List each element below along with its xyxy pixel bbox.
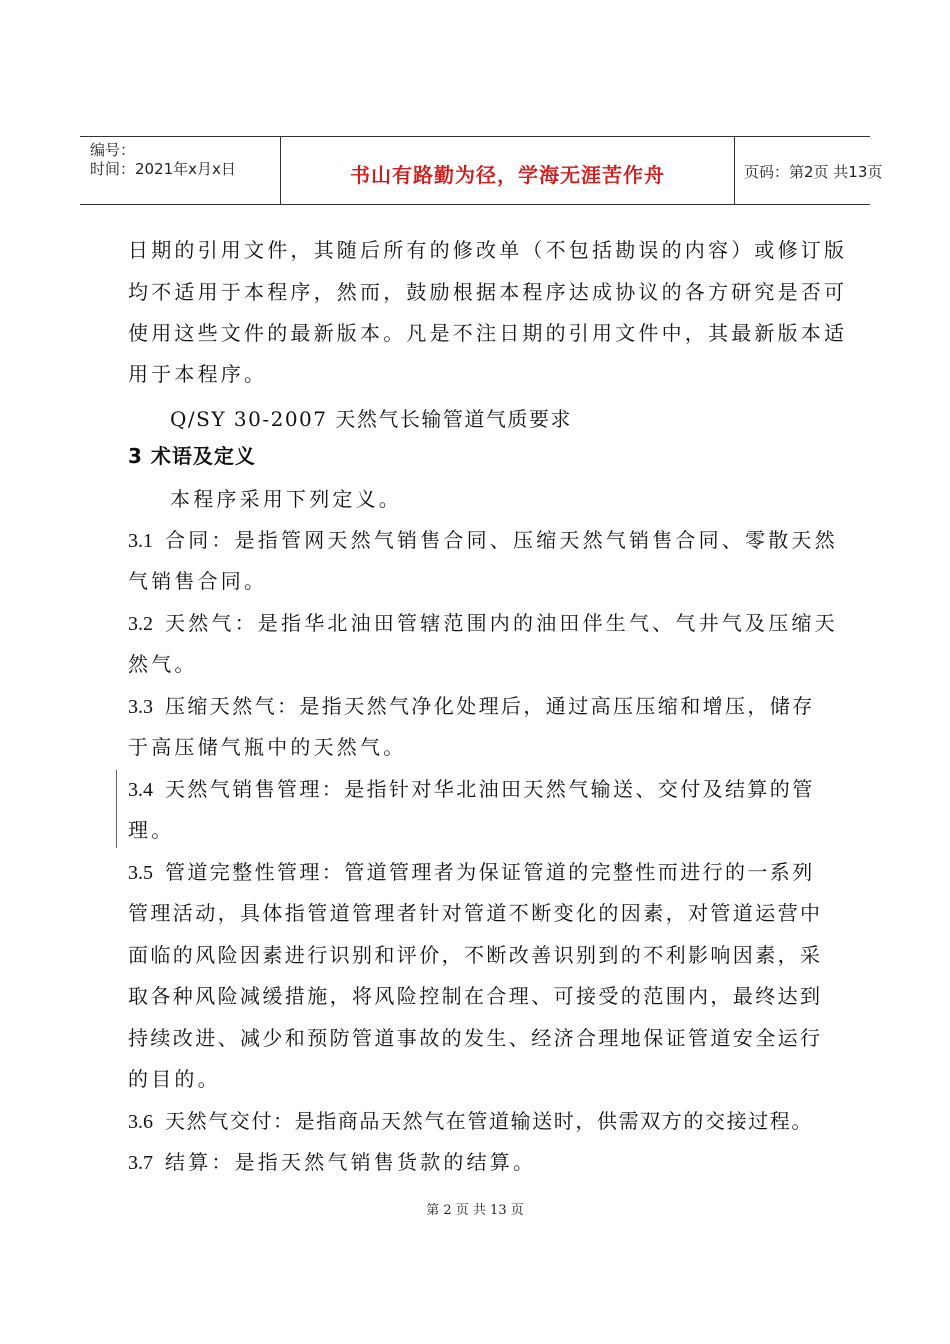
header-motto: 书山有路勤为径，学海无涯苦作舟 (350, 163, 665, 187)
definition-3-6 (128, 1107, 813, 1136)
definition-3-2 (128, 609, 838, 638)
definition-line: 面临的风险因素进行识别和评价，不断改善识别到的不利影响因素，采 (128, 943, 823, 967)
definition-number: 3.4 (128, 779, 153, 801)
definition-number: 3.5 (128, 862, 153, 884)
definition-line: 理。 (128, 818, 175, 842)
section-heading: 3 术语及定义 (128, 444, 256, 468)
definition-3-4 (128, 775, 815, 804)
definition-line: 气销售合同。 (128, 569, 268, 593)
definition-line: 管理活动，具体指管道管理者针对管道不断变化的因素，对管道运营中 (128, 901, 823, 925)
intro-line: 本程序采用下列定义。 (170, 487, 402, 511)
definition-text: 合同：是指管网天然气销售合同、压缩天然气销售合同、零散天然 (165, 528, 838, 552)
header-right-cell (734, 137, 883, 204)
definition-text: 天然气交付：是指商品天然气在管道输送时，供需双方的交接过程。 (165, 1109, 813, 1133)
definition-line: 然气。 (128, 652, 198, 676)
definition-text: 管道完整性管理：管道管理者为保证管道的完整性而进行的一系列 (165, 860, 815, 884)
definition-line: 持续改进、减少和预防管道事故的发生、经济合理地保证管道安全运行 (128, 1026, 823, 1050)
definition-text: 结算：是指天然气销售货款的结算。 (165, 1150, 537, 1174)
definition-3-1 (128, 526, 838, 555)
document-header (80, 136, 883, 205)
definition-text: 压缩天然气：是指天然气净化处理后，通过高压压缩和增压，储存 (165, 694, 815, 718)
number-label: 编号： (90, 141, 136, 159)
definition-number: 3.3 (128, 696, 153, 718)
header-center-cell (280, 137, 735, 204)
paragraph-line: 用于本程序。 (128, 362, 268, 386)
definition-3-3 (128, 692, 815, 721)
definition-number: 3.6 (128, 1111, 153, 1133)
revision-bar (116, 770, 117, 848)
header-left-cell (80, 137, 280, 204)
definition-3-7 (128, 1148, 536, 1177)
definition-text: 天然气：是指华北油田管辖范围内的油田伴生气、气井气及压缩天 (165, 611, 838, 635)
definition-text: 天然气销售管理：是指针对华北油田天然气输送、交付及结算的管 (165, 777, 815, 801)
time-label: 时间：2021年x月x日 (90, 160, 236, 178)
paragraph-line: 均不适用于本程序，然而，鼓励根据本程序达成协议的各方研究是否可 (128, 280, 848, 304)
definition-line: 取各种风险减缓措施，将风险控制在合理、可接受的范围内，最终达到 (128, 984, 823, 1008)
definition-number: 3.2 (128, 613, 153, 635)
definition-number: 3.1 (128, 530, 153, 552)
reference-standard: Q/SY 30-2007 天然气长输管道气质要求 (170, 407, 572, 431)
page-footer: 第 2 页 共 13 页 (426, 1203, 524, 1218)
definition-line: 的目的。 (128, 1067, 221, 1091)
definition-line: 于高压储气瓶中的天然气。 (128, 735, 407, 759)
paragraph-line: 使用这些文件的最新版本。凡是不注日期的引用文件中，其最新版本适 (128, 321, 848, 345)
definition-number: 3.7 (128, 1152, 153, 1174)
paragraph-line: 日期的引用文件，其随后所有的修改单（不包括勘误的内容）或修订版 (128, 238, 848, 262)
definition-3-5 (128, 858, 815, 887)
header-page-info: 页码：第2页 共13页 (744, 163, 883, 181)
